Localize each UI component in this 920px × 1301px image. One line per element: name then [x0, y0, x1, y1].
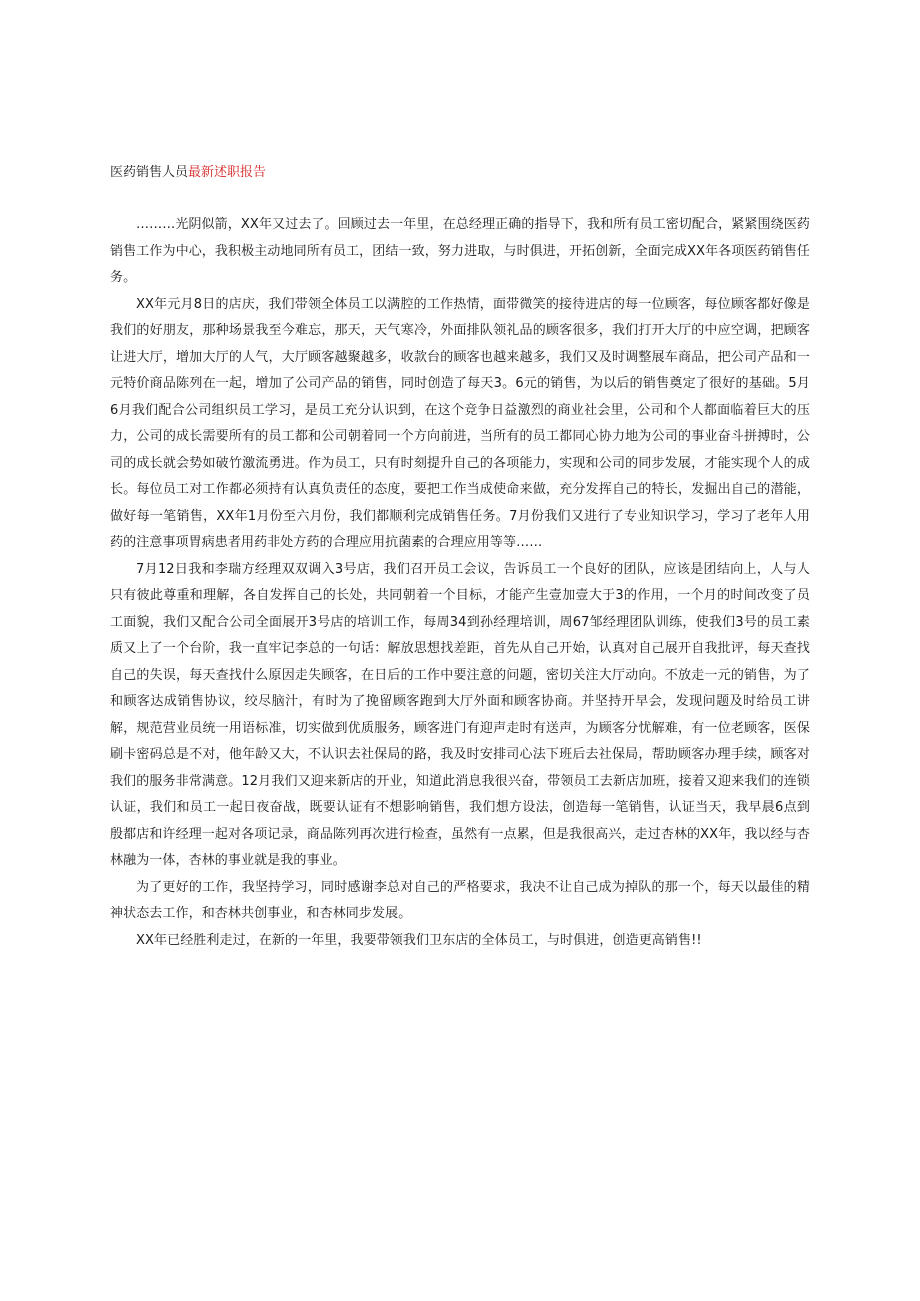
document-title — [110, 163, 266, 183]
paragraph-intro: ………光阴似箭，XX年又过去了。回顾过去一年里，在总经理正确的指导下，我和所有员工密切配合，紧紧围绕医药销售工作为中心，我积极主动地同所有员工，团结一致，努力进取，与时俱进，开拓创新，全面完成XX年各项医药销售任务。 — [110, 217, 810, 285]
paragraph-learning: 为了更好的工作，我坚持学习，同时感谢李总对自己的严格要求，我决不让自己成为掉队的那一个，每天以最佳的精神状态去工作，和杏林共创事业，和杏林同步发展。 — [110, 879, 810, 921]
paragraph-store-3-transfer: 7月12日我和李瑞方经理双双调入3号店，我们召开员工会议，告诉员工一个良好的团队，应该是团结向上，人与人只有彼此尊重和理解，各自发挥自己的长处，共同朝着一个目标，才能产生壹加壹大于3的作用，一个月的时间改变了员工面貌，我们又配合公司全面展开3号店的培训工作，每周34到孙经理培训，周67邹经理团队训练，使我们3号的员工素质又上了一个台阶，我一直牢记李总的一句话：解放思想找差距，首先从自己开始，认真对自己展开自我批评，每天查找自己的失误，每天查找什么原因走失顾客，在日后的工作中要注意的问题，密切关注大厅动向。不放走一元的销售，为了和顾客达成销售协议，绞尽脑汁，有时为了挽留顾客跑到大厅外面和顾客协商。并坚持开早会，发现问题及时给员工讲解，规范营业员统一用语标准，切实做到优质服务，顾客进门有迎声走时有送声，为顾客分忧解难，有一位老顾客，医保刷卡密码总是不对，他年龄又大，不认识去社保局的路，我及时安排司心法下班后去社保局，帮助顾客办理手续，顾客对我们的服务非常满意。12月我们又迎来新店的开业，知道此消息我很兴奋，带领员工去新店加班，接着又迎来我们的连锁认证，我们和员工一起日夜奋战，既要认证有不想影响销售，我们想方设法，创造每一笔销售，认证当天，我早晨6点到殷都店和许经理一起对各项记录，商品陈列再次进行检查，虽然有一点累，但是我很高兴，走过杏林的XX年，我以经与杏林融为一体，杏林的事业就是我的事业。 — [110, 561, 810, 868]
title-highlight: 最新述职报告 — [188, 165, 267, 180]
document-body — [110, 212, 810, 954]
paragraph-store-anniversary: XX年元月8日的店庆，我们带领全体员工以满腔的工作热情，面带微笑的接待进店的每一位顾客，每位顾客都好像是我们的好朋友，那种场景我至今难忘，那天，天气寒冷，外面排队领礼品的顾客很多，我们打开大厅的中应空调，把顾客让进大厅，增加大厅的人气，大厅顾客越聚越多，收款台的顾客也越来越多，我们又及时调整展车商品，把公司产品和一元特价商品陈列在一起，增加了公司产品的销售，同时创造了每天3。6元的销售，为以后的销售奠定了很好的基础。5月6月我们配合公司组织员工学习，是员工充分认识到，在这个竞争日益激烈的商业社会里，公司和个人都面临着巨大的压力，公司的成长需要所有的员工都和公司朝着同一个方向前进，当所有的员工都同心协力地为公司的事业奋斗拼搏时，公司的成长就会势如破竹激流勇进。作为员工，只有时刻提升自己的各项能力，实现和公司的同步发展，才能实现个人的成长。每位员工对工作都必须持有认真负责任的态度，要把工作当成使命来做，充分发挥自己的特长，发掘出自己的潜能，做好每一笔销售，XX年1月份至六月份，我们都顺利完成销售任务。7月份我们又进行了专业知识学习，学习了老年人用药的注意事项胃病患者用药非处方药的合理应用抗菌素的合理应用等等…… — [110, 296, 810, 550]
title-prefix: 医药销售人员 — [110, 165, 189, 180]
paragraph-conclusion: XX年已经胜利走过，在新的一年里，我要带领我们卫东店的全体员工，与时俱进，创造更高销售!! — [136, 932, 702, 948]
